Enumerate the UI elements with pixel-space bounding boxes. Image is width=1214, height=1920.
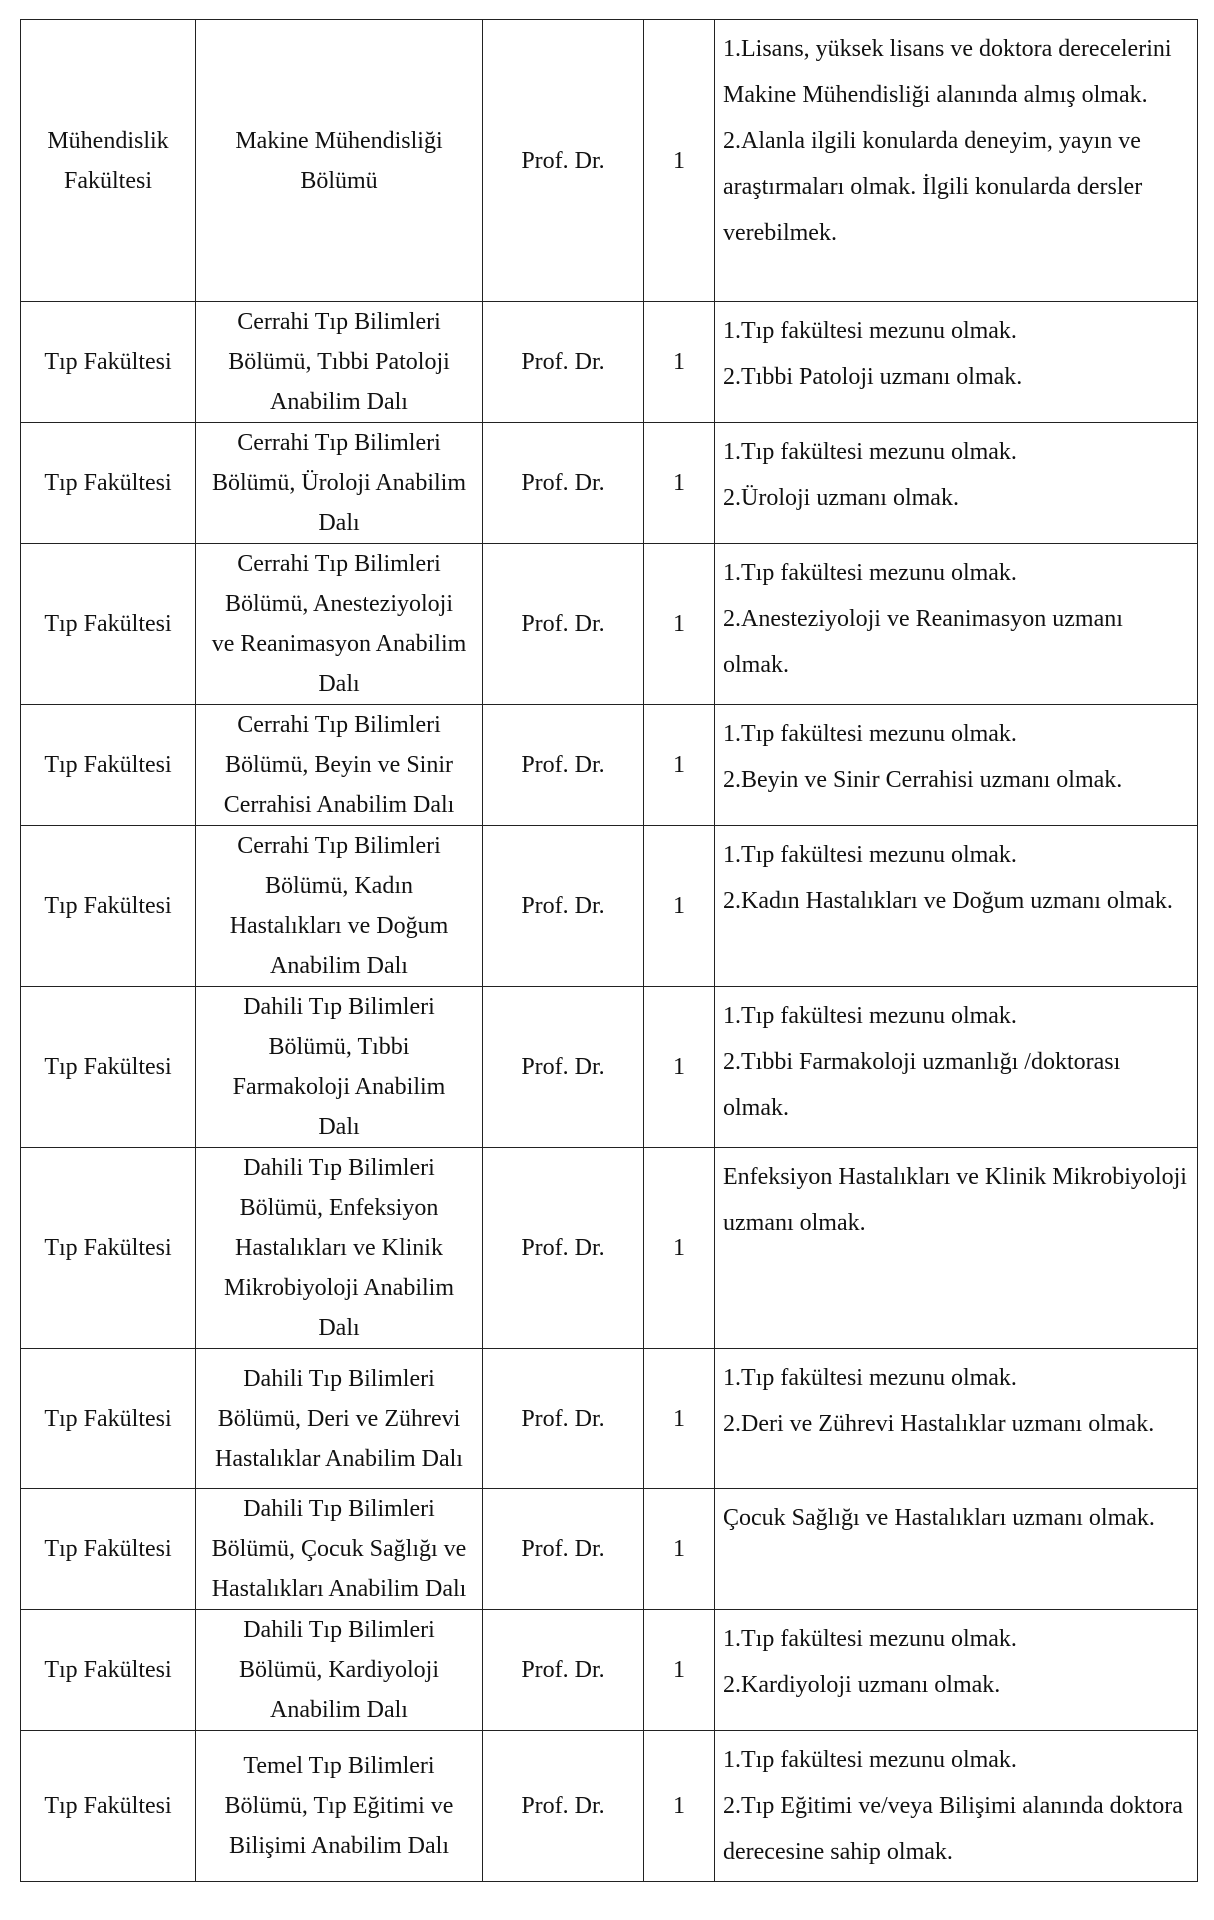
title-cell: Prof. Dr. <box>483 1610 644 1731</box>
requirement-line: 1.Tıp fakültesi mezunu olmak. <box>723 1003 1017 1029</box>
department-line: Bölümü, Üroloji Anabilim <box>211 470 466 496</box>
faculty-cell: Tıp Fakültesi <box>21 987 196 1148</box>
requirement-line: 1.Tıp fakültesi mezunu olmak. <box>723 842 1017 868</box>
positions-table <box>20 19 1198 1882</box>
department-line: Hastalıkları ve Doğum <box>229 913 449 939</box>
table-row <box>21 1731 1198 1882</box>
requirements-cell <box>715 705 1198 826</box>
requirement-line: 2.Alanla ilgili konularda deneyim, yayın ve araştırmaları olmak. İlgili konularda dersler verebilmek. <box>723 128 1143 246</box>
count-cell: 1 <box>644 1489 715 1610</box>
department-cell <box>196 423 483 544</box>
count-cell: 1 <box>644 1349 715 1489</box>
table-row <box>21 1349 1198 1489</box>
table-row <box>21 1489 1198 1610</box>
requirement-line: 2.Üroloji uzmanı olmak. <box>723 485 959 511</box>
department-cell <box>196 987 483 1148</box>
department-line: Mikrobiyoloji Anabilim <box>223 1275 454 1301</box>
requirement-line: 1.Tıp fakültesi mezunu olmak. <box>723 721 1017 747</box>
count-cell: 1 <box>644 544 715 705</box>
department-line: Dalı <box>318 1315 360 1341</box>
requirement-line: 2.Anesteziyoloji ve Reanimasyon uzmanı olmak. <box>723 606 1123 678</box>
table-row <box>21 826 1198 987</box>
department-line: Dalı <box>318 671 360 697</box>
department-cell <box>196 1148 483 1349</box>
title-cell: Prof. Dr. <box>483 302 644 423</box>
title-cell: Prof. Dr. <box>483 1731 644 1882</box>
department-line: Bölümü, Tıbbi Patoloji <box>228 349 450 375</box>
requirements-cell <box>715 987 1198 1148</box>
table-row <box>21 705 1198 826</box>
department-cell <box>196 20 483 302</box>
title-cell: Prof. Dr. <box>483 1489 644 1610</box>
requirement-line: 1.Tıp fakültesi mezunu olmak. <box>723 439 1017 465</box>
department-cell <box>196 1610 483 1731</box>
requirement-line: 2.Kardiyoloji uzmanı olmak. <box>723 1672 1001 1698</box>
department-line: Anabilim Dalı <box>270 389 408 415</box>
title-cell: Prof. Dr. <box>483 20 644 302</box>
department-line: ve Reanimasyon Anabilim <box>211 631 467 657</box>
requirements-cell <box>715 1349 1198 1489</box>
table-row <box>21 987 1198 1148</box>
department-line: Dahili Tıp Bilimleri <box>243 1617 435 1643</box>
department-line: Dahili Tıp Bilimleri <box>243 1155 435 1181</box>
department-line: Bölümü, Beyin ve Sinir <box>225 752 453 778</box>
table-row <box>21 302 1198 423</box>
department-line: Dalı <box>318 510 360 536</box>
faculty-cell: Tıp Fakültesi <box>21 1731 196 1882</box>
requirements-cell <box>715 1610 1198 1731</box>
department-line: Dalı <box>318 1114 360 1140</box>
requirements-cell <box>715 20 1198 302</box>
faculty-cell: Tıp Fakültesi <box>21 1148 196 1349</box>
department-line: Bölümü <box>300 167 378 194</box>
department-line: Temel Tıp Bilimleri <box>243 1753 435 1779</box>
faculty-cell: Tıp Fakültesi <box>21 302 196 423</box>
department-line: Makine Mühendisliği <box>235 127 443 154</box>
department-line: Bölümü, Enfeksiyon <box>239 1195 439 1221</box>
faculty-cell: Tıp Fakültesi <box>21 544 196 705</box>
table-row <box>21 1148 1198 1349</box>
department-line: Cerrahi Tıp Bilimleri <box>237 309 441 335</box>
count-cell: 1 <box>644 705 715 826</box>
department-line: Bölümü, Tıp Eğitimi ve <box>224 1793 454 1819</box>
faculty-cell: Tıp Fakültesi <box>21 423 196 544</box>
title-cell: Prof. Dr. <box>483 826 644 987</box>
department-line: Bölümü, Çocuk Sağlığı ve <box>211 1536 467 1562</box>
department-line: Bölümü, Tıbbi <box>268 1034 410 1060</box>
department-line: Cerrahi Tıp Bilimleri <box>237 833 441 859</box>
department-line: Dahili Tıp Bilimleri <box>243 1496 435 1522</box>
requirement-line: 1.Lisans, yüksek lisans ve doktora derecelerini Makine Mühendisliği alanında almış olmak. <box>723 36 1172 108</box>
requirements-cell <box>715 423 1198 544</box>
department-line: Cerrahi Tıp Bilimleri <box>237 430 441 456</box>
title-cell: Prof. Dr. <box>483 423 644 544</box>
count-cell: 1 <box>644 1731 715 1882</box>
faculty-cell: Tıp Fakültesi <box>21 705 196 826</box>
count-cell: 1 <box>644 1610 715 1731</box>
department-line: Bölümü, Deri ve Zührevi <box>217 1405 461 1432</box>
department-line: Bilişimi Anabilim Dalı <box>228 1833 449 1859</box>
count-cell: 1 <box>644 987 715 1148</box>
department-line: Bölümü, Kadın <box>265 873 413 899</box>
department-cell <box>196 302 483 423</box>
department-cell <box>196 705 483 826</box>
count-cell: 1 <box>644 20 715 302</box>
count-cell: 1 <box>644 826 715 987</box>
department-line: Hastalıkları ve Klinik <box>235 1235 443 1261</box>
department-line: Farmakoloji Anabilim <box>232 1074 446 1100</box>
department-cell <box>196 826 483 987</box>
title-cell: Prof. Dr. <box>483 1148 644 1349</box>
title-cell: Prof. Dr. <box>483 705 644 826</box>
department-line: Anabilim Dalı <box>270 953 408 979</box>
department-cell <box>196 1489 483 1610</box>
department-line: Cerrahi Tıp Bilimleri <box>237 551 441 577</box>
requirement-line: Enfeksiyon Hastalıkları ve Klinik Mikrobiyoloji uzmanı olmak. <box>723 1164 1187 1236</box>
requirement-line: 1.Tıp fakültesi mezunu olmak. <box>723 560 1017 586</box>
table-row <box>21 423 1198 544</box>
requirement-line: 1.Tıp fakültesi mezunu olmak. <box>723 318 1017 344</box>
department-cell <box>196 1731 483 1882</box>
department-line: Anabilim Dalı <box>270 1697 408 1723</box>
department-line: Cerrahi Tıp Bilimleri <box>237 712 441 738</box>
faculty-line: Mühendislik <box>47 127 169 154</box>
department-line: Cerrahisi Anabilim Dalı <box>223 792 455 818</box>
requirement-line: 1.Tıp fakültesi mezunu olmak. <box>723 1365 1017 1391</box>
department-cell <box>196 1349 483 1489</box>
count-cell: 1 <box>644 302 715 423</box>
requirement-line: 2.Deri ve Zührevi Hastalıklar uzmanı olmak. <box>723 1411 1155 1437</box>
faculty-cell: Tıp Fakültesi <box>21 1610 196 1731</box>
requirements-cell <box>715 302 1198 423</box>
requirement-line: 1.Tıp fakültesi mezunu olmak. <box>723 1747 1017 1773</box>
title-cell: Prof. Dr. <box>483 1349 644 1489</box>
requirement-line: 1.Tıp fakültesi mezunu olmak. <box>723 1626 1017 1652</box>
count-cell: 1 <box>644 1148 715 1349</box>
positions-table-body <box>21 20 1198 1882</box>
requirement-line: 2.Kadın Hastalıkları ve Doğum uzmanı olmak. <box>723 888 1173 914</box>
requirements-cell <box>715 544 1198 705</box>
requirements-cell <box>715 826 1198 987</box>
requirement-line: 2.Tıbbi Patoloji uzmanı olmak. <box>723 364 1023 390</box>
faculty-cell: Tıp Fakültesi <box>21 826 196 987</box>
count-cell: 1 <box>644 423 715 544</box>
table-row <box>21 544 1198 705</box>
table-row <box>21 20 1198 302</box>
department-line: Bölümü, Anesteziyoloji <box>225 591 453 617</box>
department-line: Hastalıklar Anabilim Dalı <box>215 1445 463 1472</box>
requirement-line: 2.Beyin ve Sinir Cerrahisi uzmanı olmak. <box>723 767 1123 793</box>
requirements-cell <box>715 1731 1198 1882</box>
department-line: Dahili Tıp Bilimleri <box>243 994 435 1020</box>
faculty-line: Fakültesi <box>64 167 152 194</box>
title-cell: Prof. Dr. <box>483 544 644 705</box>
faculty-cell: Tıp Fakültesi <box>21 1489 196 1610</box>
faculty-cell: Tıp Fakültesi <box>21 1349 196 1489</box>
title-cell: Prof. Dr. <box>483 987 644 1148</box>
faculty-cell <box>21 20 196 302</box>
requirement-line: 2.Tıbbi Farmakoloji uzmanlığı /doktorası olmak. <box>723 1049 1121 1121</box>
department-line: Bölümü, Kardiyoloji <box>239 1657 439 1683</box>
requirement-line: Çocuk Sağlığı ve Hastalıkları uzmanı olmak. <box>723 1505 1155 1531</box>
requirements-cell <box>715 1148 1198 1349</box>
department-cell <box>196 544 483 705</box>
requirement-line: 2.Tıp Eğitimi ve/veya Bilişimi alanında doktora derecesine sahip olmak. <box>723 1793 1183 1865</box>
department-line: Dahili Tıp Bilimleri <box>243 1365 435 1392</box>
requirements-cell <box>715 1489 1198 1610</box>
table-row <box>21 1610 1198 1731</box>
department-line: Hastalıkları Anabilim Dalı <box>211 1576 467 1602</box>
